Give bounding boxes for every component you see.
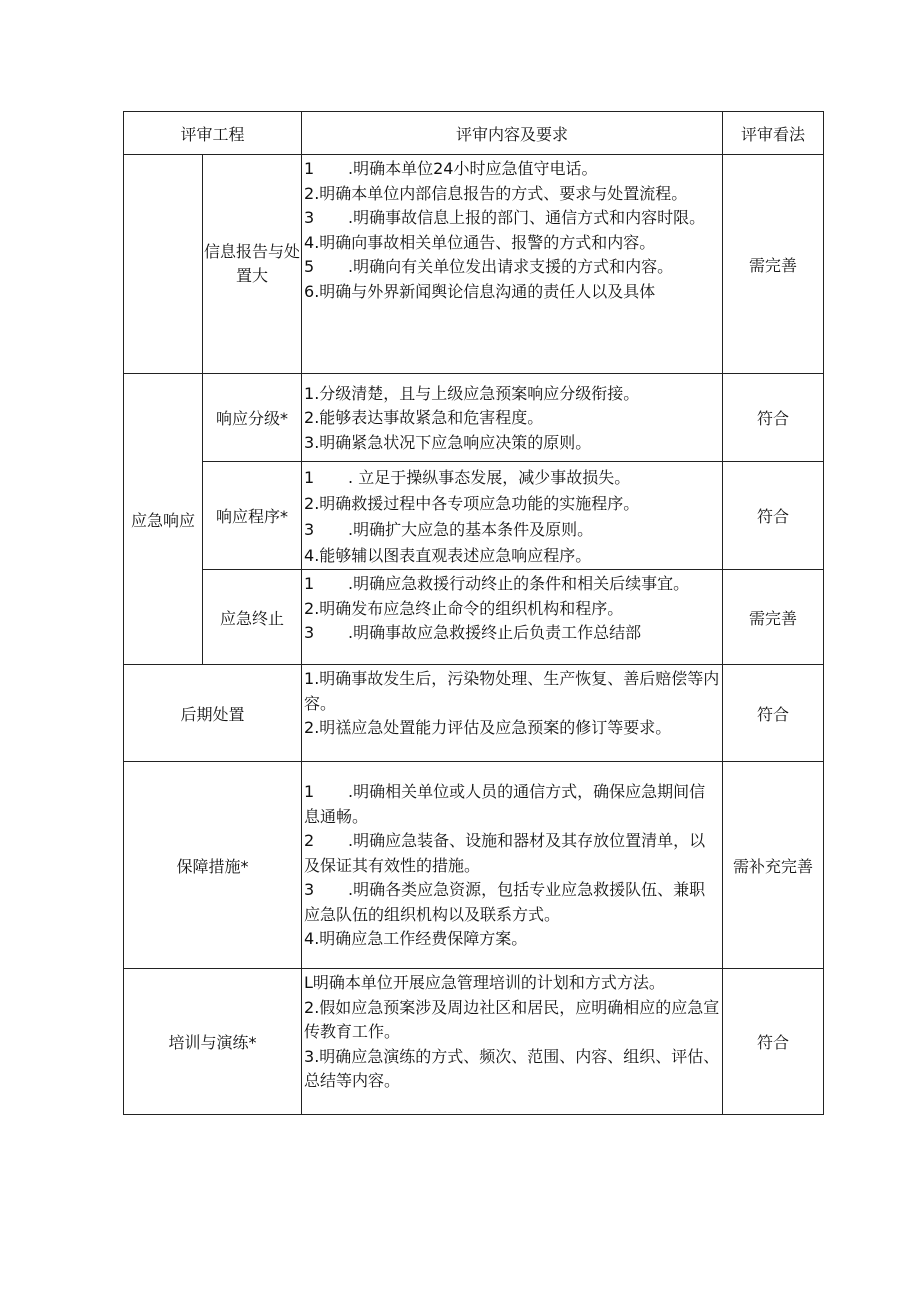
item-text: .明确本单位24小时应急值守电话。 bbox=[348, 159, 598, 178]
item-text: . 立足于操纵事态发展，减少事故损失。 bbox=[348, 467, 631, 487]
table-row-safeguard bbox=[124, 762, 824, 969]
item-text: 4.明确向事故相关单位通告、报警的方式和内容。 bbox=[304, 232, 656, 252]
item-number: 5 bbox=[304, 257, 315, 276]
aftermath-opinion: 符合 bbox=[723, 665, 824, 762]
header-opinion: 评审看法 bbox=[723, 112, 824, 155]
training-content bbox=[302, 969, 723, 1115]
emergency-response-group: 应急响应 bbox=[124, 374, 203, 665]
item-text: 2.能够表达事故紧急和危害程度。 bbox=[304, 408, 544, 428]
list-item bbox=[304, 572, 720, 597]
aftermath-name: 后期处置 bbox=[124, 665, 302, 762]
info-name: 信息报告与处置大 bbox=[203, 155, 302, 374]
item-text: 6.明确与外界新闻舆论信息沟通的责任人以及具体 bbox=[304, 281, 656, 301]
item-number: 1 bbox=[304, 782, 315, 802]
list-item bbox=[304, 406, 720, 431]
table-row-info bbox=[124, 155, 824, 374]
list-item bbox=[304, 255, 720, 280]
list-item bbox=[304, 667, 720, 716]
item-number: 3 bbox=[304, 623, 315, 642]
list-item bbox=[304, 971, 720, 996]
training-opinion: 符合 bbox=[723, 969, 824, 1115]
item-text: 4.能够辅以图表直观表述应急响应程序。 bbox=[304, 545, 592, 565]
item-number: 2 bbox=[304, 831, 315, 851]
item-text: 2.明确本单位内部信息报告的方式、要求与处置流程。 bbox=[304, 183, 688, 203]
item-number: 1 bbox=[304, 467, 315, 487]
item-text: 4.明确应急工作经费保障方案。 bbox=[304, 929, 528, 949]
item-text: 1.分级清楚，且与上级应急预案响应分级衔接。 bbox=[304, 383, 640, 403]
info-opinion: 需完善 bbox=[723, 155, 824, 374]
list-item bbox=[304, 927, 720, 952]
table-row-grading bbox=[124, 374, 824, 462]
list-item bbox=[304, 280, 720, 305]
safeguard-opinion: 需补充完善 bbox=[723, 762, 824, 969]
list-item bbox=[304, 431, 720, 456]
header-content: 评审内容及要求 bbox=[302, 112, 723, 155]
item-text: 2.假如应急预案涉及周边社区和居民，应明确相应的应急宣传教育工作。 bbox=[304, 997, 720, 1041]
list-item bbox=[304, 382, 720, 407]
list-item bbox=[304, 780, 720, 829]
item-number: 1 bbox=[304, 159, 315, 178]
safeguard-name: 保障措施* bbox=[124, 762, 302, 969]
table-row-procedure bbox=[124, 462, 824, 570]
procedure-name: 响应程序* bbox=[203, 462, 302, 570]
header-item: 评审工程 bbox=[124, 112, 302, 155]
info-content bbox=[302, 155, 723, 374]
item-text: .明确扩大应急的基本条件及原则。 bbox=[348, 519, 594, 539]
list-item bbox=[304, 996, 720, 1045]
item-text: .明确事故信息上报的部门、通信方式和内容时限。 bbox=[348, 208, 706, 227]
table-row-aftermath bbox=[124, 665, 824, 762]
list-item bbox=[304, 491, 720, 517]
list-item bbox=[304, 517, 720, 543]
item-text: .明确应急救援行动终止的条件和相关后续事宜。 bbox=[348, 574, 690, 593]
list-item bbox=[304, 157, 720, 182]
training-name: 培训与演练* bbox=[124, 969, 302, 1115]
item-text: 2.明禚应急处置能力评估及应急预案的修订等要求。 bbox=[304, 718, 672, 737]
item-text: 1.明确事故发生后，污染物处理、生产恢复、善后赔偿等内容。 bbox=[304, 669, 720, 713]
item-text: 2.明确救援过程中各专项应急功能的实施程序。 bbox=[304, 493, 640, 513]
procedure-content bbox=[302, 462, 723, 570]
termination-opinion: 需完善 bbox=[723, 570, 824, 665]
aftermath-content bbox=[302, 665, 723, 762]
item-number: 3 bbox=[304, 208, 315, 227]
item-number: 3 bbox=[304, 880, 315, 900]
list-item bbox=[304, 206, 720, 231]
item-text: .明确事故应急救援终止后负责工作总结部 bbox=[348, 623, 642, 642]
item-text: L明确本单位开展应急管理培训的计划和方式方法。 bbox=[304, 973, 665, 992]
item-text: .明确相关单位或人员的通信方式，确保应急期间信息通畅。 bbox=[304, 782, 706, 826]
grading-name: 响应分级* bbox=[203, 374, 302, 462]
list-item bbox=[304, 829, 720, 878]
safeguard-content bbox=[302, 762, 723, 969]
list-item bbox=[304, 597, 720, 622]
info-group-cell bbox=[124, 155, 203, 374]
item-number: 1 bbox=[304, 574, 315, 593]
item-number: 3 bbox=[304, 519, 315, 539]
table-row-termination bbox=[124, 570, 824, 665]
item-text: .明确向有关单位发出请求支援的方式和内容。 bbox=[348, 257, 674, 276]
list-item bbox=[304, 716, 720, 741]
list-item bbox=[304, 543, 720, 569]
item-text: 3.明确应急演练的方式、频次、范围、内容、组织、评估、总结等内容。 bbox=[304, 1046, 720, 1090]
termination-name: 应急终止 bbox=[203, 570, 302, 665]
list-item bbox=[304, 465, 720, 491]
item-text: 2.明确发布应急终止命令的组织机构和程序。 bbox=[304, 598, 624, 618]
review-table bbox=[123, 111, 824, 1115]
list-item bbox=[304, 878, 720, 927]
item-text: 3.明确紧急状况下应急响应决策的原则。 bbox=[304, 432, 592, 452]
table-row-training bbox=[124, 969, 824, 1115]
item-text: .明确各类应急资源，包括专业应急救援队伍、兼职应急队伍的组织机构以及联系方式。 bbox=[304, 880, 706, 924]
header-row bbox=[124, 112, 824, 155]
item-text: .明确应急装备、设施和器材及其存放位置清单，以及保证其有效性的措施。 bbox=[304, 831, 706, 875]
list-item bbox=[304, 621, 720, 646]
list-item bbox=[304, 1045, 720, 1094]
grading-opinion: 符合 bbox=[723, 374, 824, 462]
termination-content bbox=[302, 570, 723, 665]
procedure-opinion: 符合 bbox=[723, 462, 824, 570]
list-item bbox=[304, 231, 720, 256]
grading-content bbox=[302, 374, 723, 462]
list-item bbox=[304, 182, 720, 207]
